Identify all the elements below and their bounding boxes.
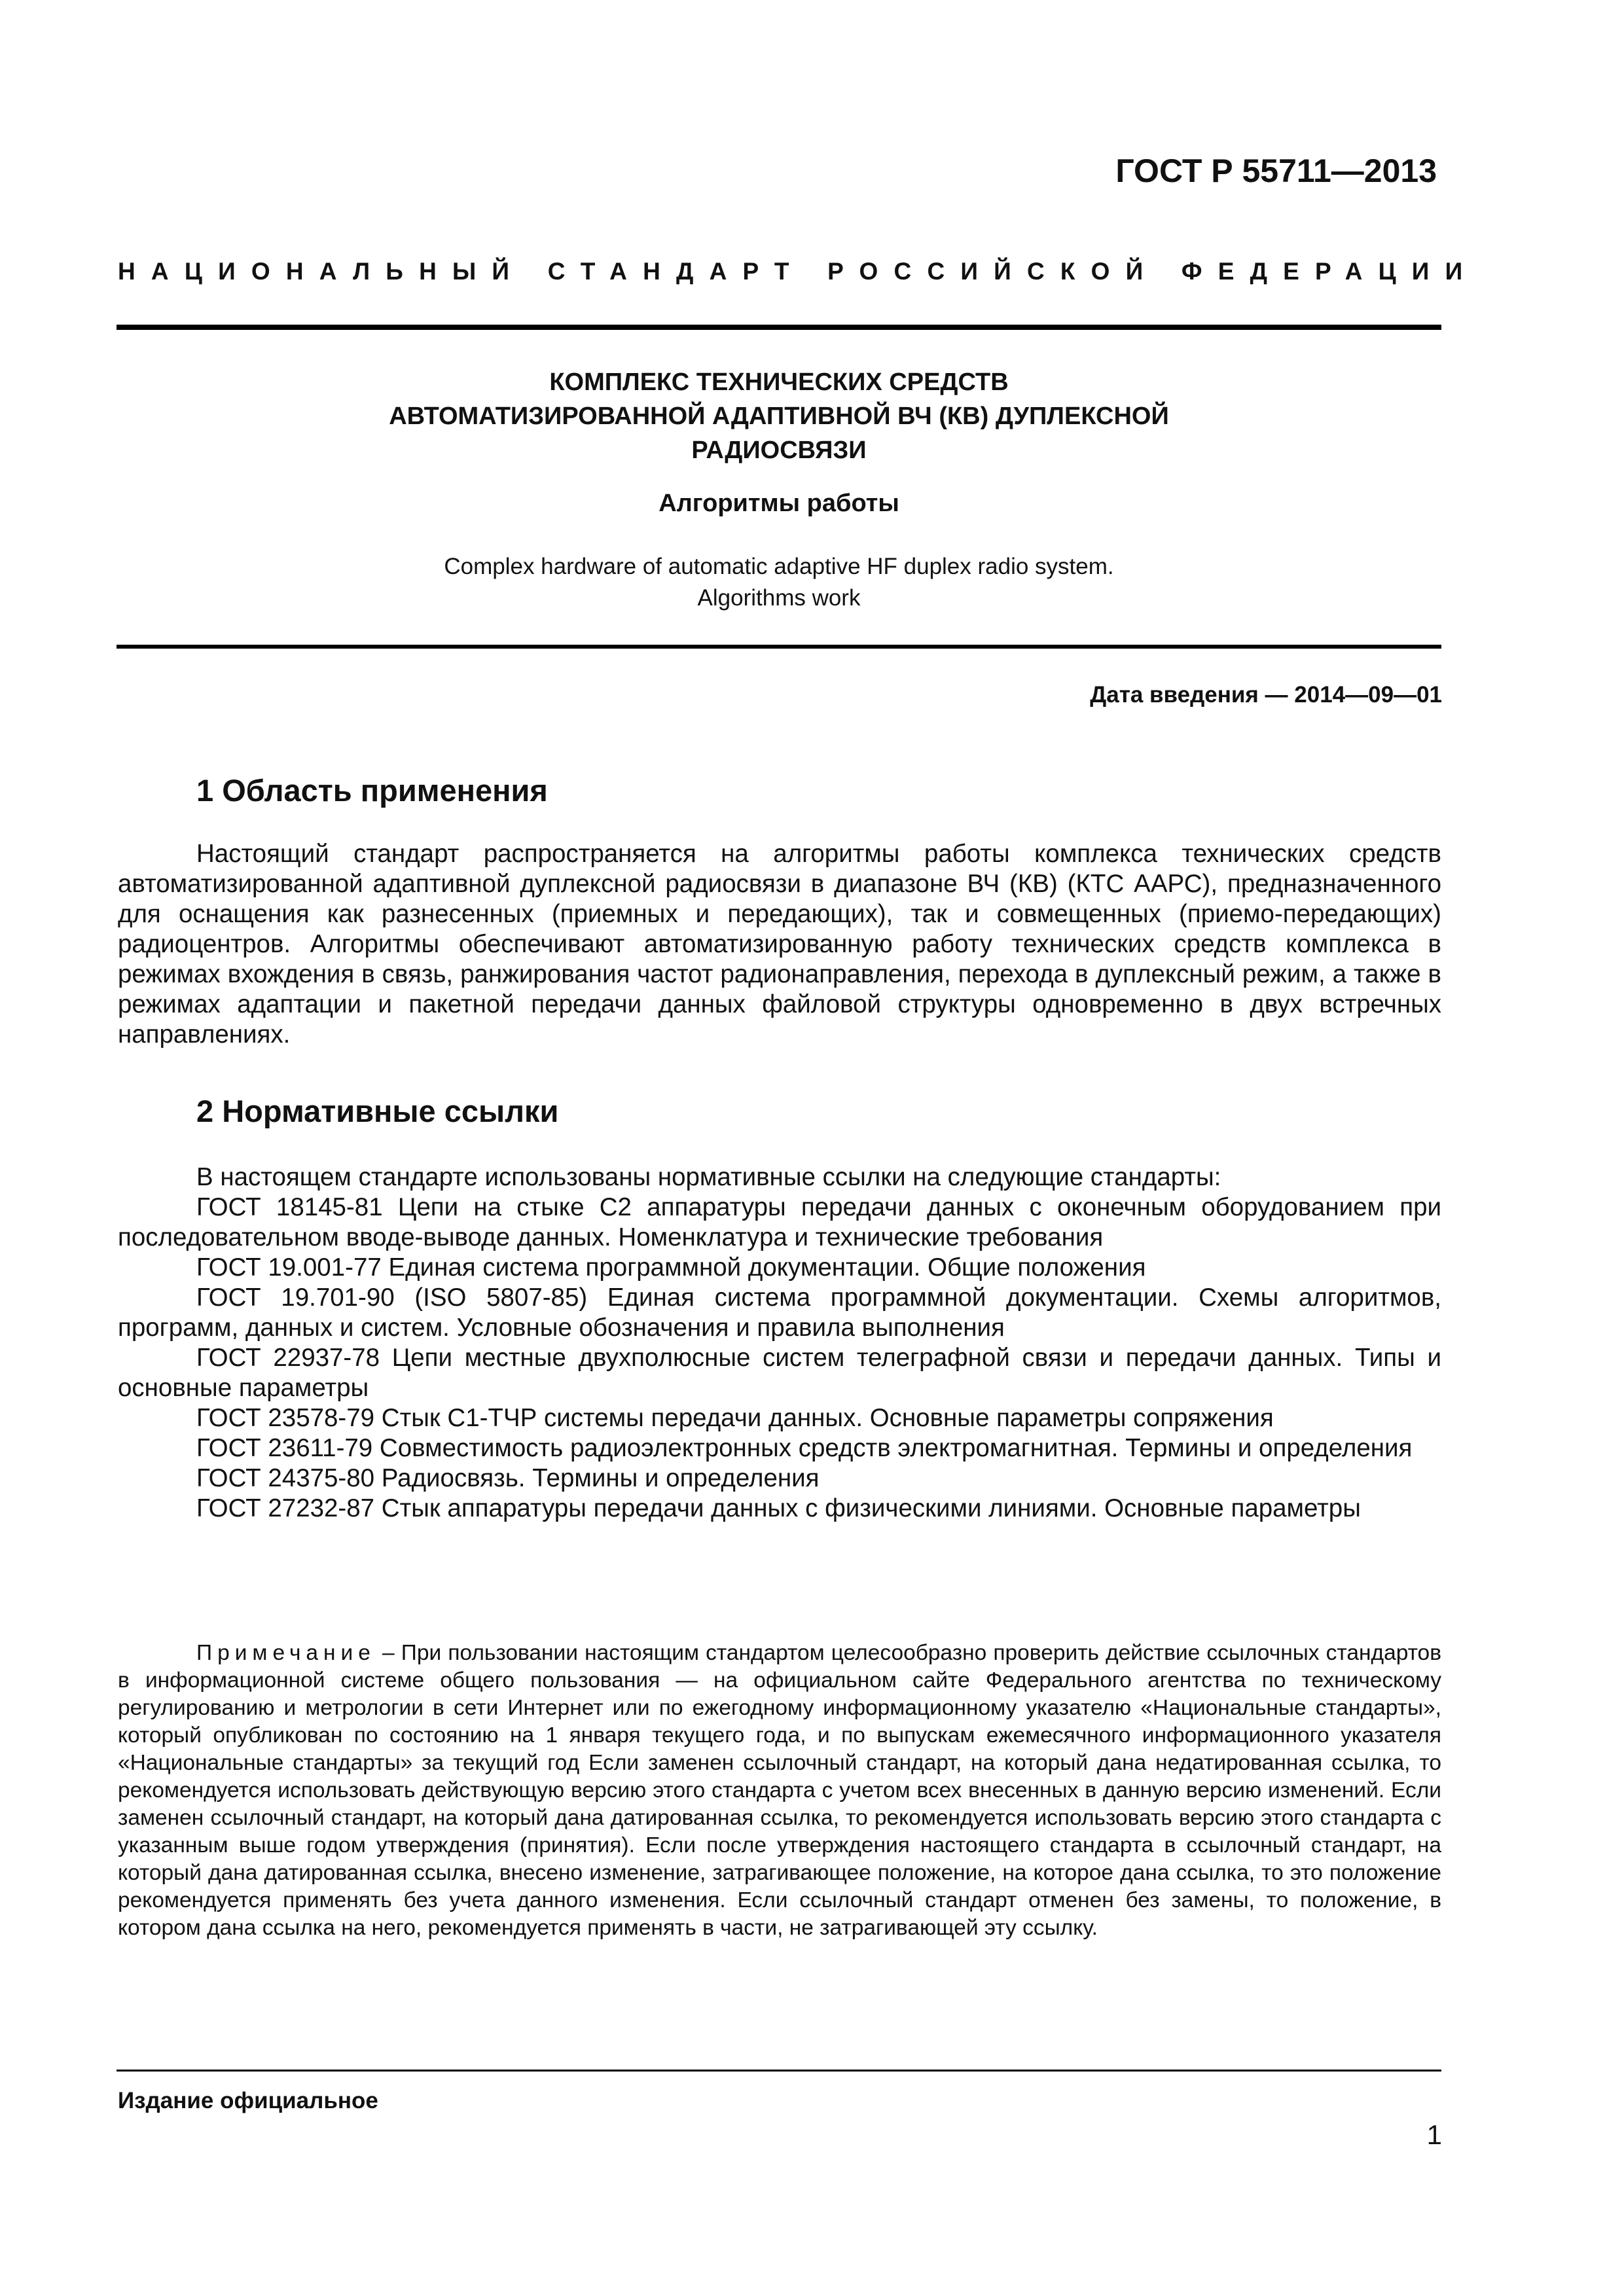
title-rule — [117, 645, 1441, 649]
note-label: Примечание — [196, 1641, 376, 1665]
national-standard-banner: НАЦИОНАЛЬНЫЙ СТАНДАРТ РОССИЙСКОЙ ФЕДЕРАЦИИ — [118, 258, 1479, 285]
reference-item: ГОСТ 18145-81 Цепи на стыке С2 аппаратуры передачи данных с оконечным оборудованием при последовательном вводе-выводе данных. Номенклатура и технические требования — [118, 1193, 1441, 1251]
page-number: 1 — [1426, 2119, 1442, 2150]
official-edition-label: Издание официальное — [118, 2088, 378, 2113]
section-heading-references: 2 Нормативные ссылки — [196, 1094, 559, 1128]
paragraph: Настоящий стандарт распространяется на алгоритмы работы комплекса технических средств автоматизированной адаптивной дуплексной радиосвязи в диапазоне ВЧ (КВ) (КТС ААРС), предназначенного для оснащения как разнесенных (приемных и передающих), так и совмещенных (приемо-передающих) радиоцентров. Алгоритмы обеспечивают автоматизированную работу технических средств комплекса в режимах вхождения в связь, ранжирования частот радионаправления, перехода в дуплексный режим, а также в режимах адаптации и пакетной передачи данных файловой структуры одновременно в двух встречных направлениях. — [118, 840, 1441, 1049]
document-subtitle: Алгоритмы работы — [659, 490, 899, 517]
introduction-date: Дата введения — 2014—09—01 — [1090, 682, 1442, 708]
section-references-body — [118, 1162, 1441, 1524]
reference-item: ГОСТ 23578-79 Стык С1-ТЧР системы передачи данных. Основные параметры сопряжения — [196, 1404, 1274, 1432]
document-title — [117, 365, 1441, 467]
section-scope-body — [118, 839, 1441, 1050]
document-title-line: РАДИОСВЯЗИ — [691, 437, 867, 464]
document-title-line: КОМПЛЕКС ТЕХНИЧЕСКИХ СРЕДСТВ — [549, 368, 1009, 396]
reference-item: ГОСТ 24375-80 Радиосвязь. Термины и определения — [196, 1464, 820, 1492]
reference-item: ГОСТ 22937-78 Цепи местные двухполюсные систем телеграфной связи и передачи данных. Типы и основные параметры — [118, 1344, 1441, 1402]
reference-item: ГОСТ 23611-79 Совместимость радиоэлектронных средств электромагнитная. Термины и определения — [196, 1434, 1413, 1462]
reference-item: ГОСТ 27232-87 Стык аппаратуры передачи данных с физическими линиями. Основные параметры — [196, 1494, 1361, 1522]
english-title — [117, 551, 1441, 614]
document-title-line: АВТОМАТИЗИРОВАННОЙ АДАПТИВНОЙ ВЧ (КВ) ДУПЛЕКСНОЙ — [389, 403, 1169, 430]
header-rule — [117, 325, 1441, 330]
footer-rule — [117, 2070, 1441, 2072]
document-number: ГОСТ Р 55711—2013 — [1115, 152, 1437, 189]
note — [118, 1640, 1441, 1942]
note-text: – При пользовании настоящим стандартом целесообразно проверить действие ссылочных стандартов в информационной системе общего пользования — на официальном сайте Федерального агентства по техническому регулированию и метрологии в сети Интернет или по ежегодному информационному указателю «Национальные стандарты», который опубликован по состоянию на 1 января текущего года, и по выпускам ежемесячного информационного указателя «Национальные стандарты» за текущий год Если заменен ссылочный стандарт, на который дана недатированная ссылка, то рекомендуется использовать действующую версию этого стандарта с учетом всех внесенных в данную версию изменений. Если заменен ссылочный стандарт, на который дана датированная ссылка, то рекомендуется использовать версию этого стандарта с указанным выше годом утверждения (принятия). Если после утверждения настоящего стандарта в ссылочный стандарт, на который дана датированная ссылка, внесено изменение, затрагивающее положение, на которое дана ссылка, то это положение рекомендуется применять без учета данного изменения. Если ссылочный стандарт отменен без замены, то положение, в котором дана ссылка на него, рекомендуется применять в части, не затрагивающей эту ссылку. — [118, 1641, 1441, 1940]
paragraph: В настоящем стандарте использованы нормативные ссылки на следующие стандарты: — [196, 1163, 1221, 1191]
reference-item: ГОСТ 19.701-90 (ISO 5807-85) Единая система программной документации. Схемы алгоритмов, программ, данных и систем. Условные обозначения и правила выполнения — [118, 1283, 1441, 1342]
english-title-line: Complex hardware of automatic adaptive HF duplex radio system. — [444, 554, 1114, 579]
english-title-line: Algorithms work — [697, 585, 861, 611]
section-heading-scope: 1 Область применения — [196, 773, 548, 808]
reference-item: ГОСТ 19.001-77 Единая система программной документации. Общие положения — [196, 1253, 1146, 1282]
